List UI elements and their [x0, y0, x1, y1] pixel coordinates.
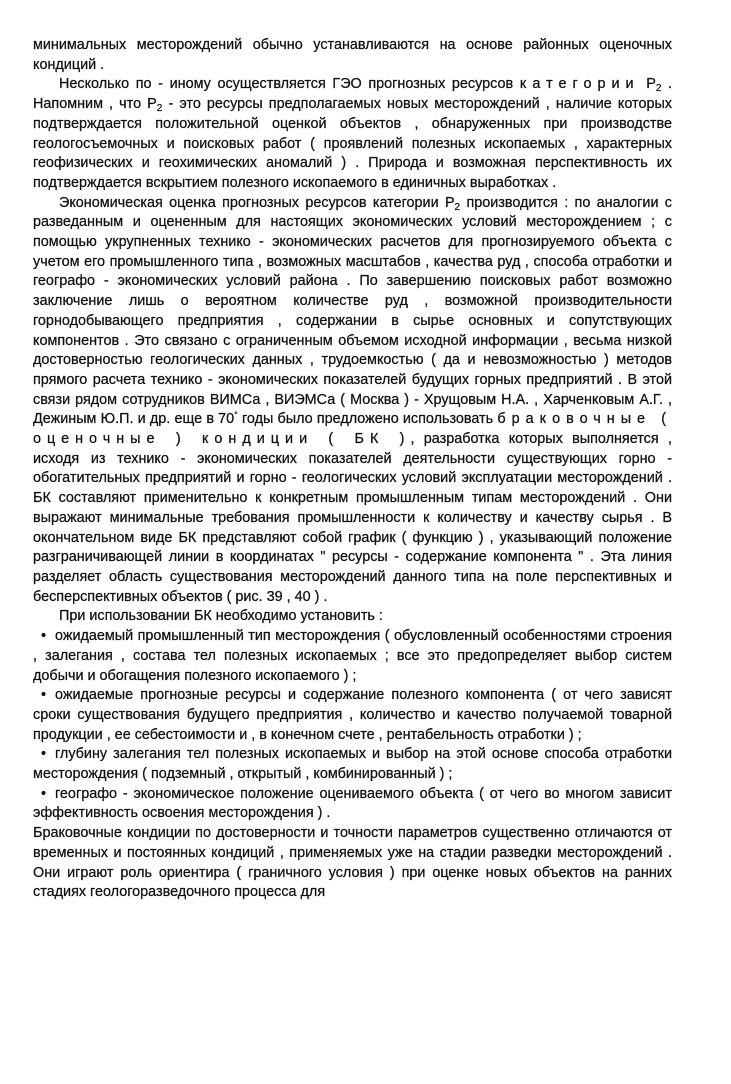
bullet-list	[33, 627, 672, 824]
category-subscript: 2	[655, 83, 662, 95]
bullet-icon: •	[41, 746, 47, 763]
paragraph-text: Несколько по - иному осуществляется ГЭО прогнозных ресурсов	[59, 76, 514, 93]
document-page	[33, 36, 672, 903]
list-item	[33, 627, 672, 686]
paragraph-economic-evaluation	[33, 194, 672, 608]
spaced-term-bk: браковочные ( оценочные ) кондиции ( БК )	[33, 411, 673, 448]
category-subscript: 2	[454, 201, 461, 213]
degree-superscript: °	[234, 410, 238, 421]
list-item-text: ожидаемые прогнозные ресурсы и содержание полезного компонента ( от чего зависят сроки существования будущего предприятия , количество и качество получаемой товарной продукции , ее себестоимости и , в конечном счете , рентабельность отработки ) ;	[33, 687, 672, 743]
paragraph-text: Экономическая оценка прогнозных ресурсов категории Р	[59, 194, 455, 211]
paragraph-continuation	[33, 36, 672, 75]
list-item	[33, 745, 672, 784]
list-item	[33, 785, 672, 824]
paragraph-text: , разработка которых выполняется , исходя из технико - экономических показателей деятельности существующих горно - обогатительных предприятий и горно - геологических условий эксплуатации месторождений . БК составляют применительно к конкретным промышленным типам месторождений . Они выражают минимальные требования промышленности к количеству и качеству сырья . В окончательном виде БК представляют собой график ( функцию ) , указывающий положение разграничивающей линии в координатах " ресурсы - содержание компонента " . Эта линия разделяет область существования месторождений данного типа на поле перспективных и бесперспективных объектов ( рис. 39 , 40 ) .	[33, 431, 672, 605]
list-item-text: географо - экономическое положение оцениваемого объекта ( от чего во многом зависит эффективность освоения месторождения ) .	[33, 785, 672, 822]
paragraph-text: годы было предложено использовать	[241, 411, 494, 428]
paragraph-text: При использовании БК необходимо установить :	[59, 608, 383, 625]
spaced-term-category: категории	[519, 76, 640, 93]
category-letter: Р	[646, 76, 656, 93]
paragraph-text: Браковочные кондиции по достоверности и точности параметров существенно отличаются от временных и постоянных кондиций , применяемых уже на стадии разведки месторождений . Они играют роль ориентира ( граничного условия ) при оценке новых объектов на ранних стадиях геологоразведочного процесса для	[33, 825, 672, 901]
bullet-icon: •	[41, 785, 47, 802]
paragraph-bk-comparison	[33, 824, 672, 903]
paragraph-text: минимальных месторождений обычно устанавливаются на основе районных оценочных кондиций .	[33, 37, 672, 73]
category-subscript: 2	[156, 103, 163, 115]
list-item	[33, 686, 672, 745]
list-item-text: ожидаемый промышленный тип месторождения ( обусловленный особенностями строения , залегания , состава тел полезных ископаемых ; все это предопределяет выбор систем добычи и обогащения полезного ископаемого ) ;	[33, 628, 672, 684]
paragraph-text: . Напомним , что Р	[33, 76, 673, 113]
bullet-icon: •	[41, 628, 47, 645]
paragraph-bk-usage	[33, 607, 672, 627]
list-item-text: глубину залегания тел полезных ископаемых и выбор на этой основе способа отработки месторождения ( подземный , открытый , комбинированный ) ;	[33, 746, 672, 783]
paragraph-text: - это ресурсы предполагаемых новых месторождений , наличие которых подтверждается положительной оценкой объектов , обнаруженных при производстве геологосъемочных и поисковых работ ( проявлений полезных ископаемых , характерных геофизических и геохимических аномалий ) . Природа и возможная перспективность их подтверждается вскрытием полезного ископаемого в единичных выработках .	[33, 96, 673, 191]
bullet-icon: •	[41, 687, 47, 704]
paragraph-p2-resources	[33, 75, 672, 193]
paragraph-text: производится : по аналогии с разведанным и оцененным для настоящих экономических условий месторождением ; с помощью укрупненных технико - экономических расчетов для прогнозируемого объекта с учетом его промышленного типа , возможных масштабов , качества руд , способа отработки и географо - экономических условий района . По завершению поисковых работ возможно заключение лишь о вероятном количестве руд , возможной производительности горнодобывающего предприятия , содержании в сырье основных и сопутствующих компонентов . Это связано с ограниченным объемом исходной информации , весьма низкой достоверностью геологических данных , трудоемкостью ( да и невозможностью ) методов прямого расчета технико - экономических показателей будущих горных предприятий . В этой связи рядом сотрудников ВИМСа , ВИЭМСа ( Москва ) - Хрущовым Н.А. , Харченковым А.Г. , Дежиным Ю.П. и др. еще в 70	[33, 194, 672, 428]
